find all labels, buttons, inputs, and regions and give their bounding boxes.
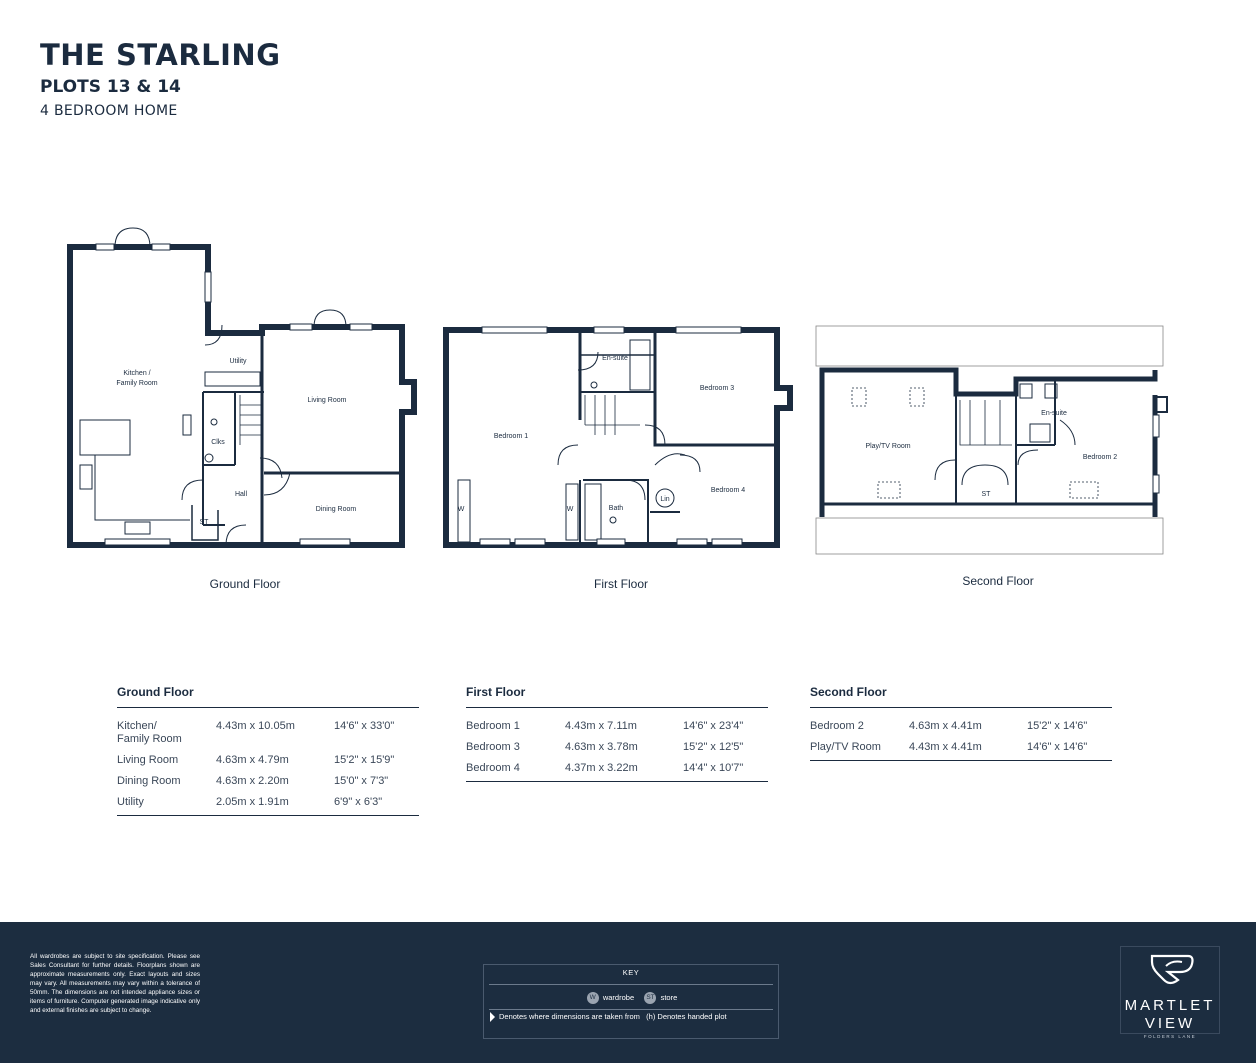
room-name: Bedroom 3 (466, 741, 520, 753)
room-name: Utility (117, 796, 144, 808)
room-bedroom4-label: Bedroom 4 (710, 487, 746, 494)
room-bedroom3-label: Bedroom 3 (699, 385, 735, 392)
room-playtv-label: Play/TV Room (865, 443, 911, 450)
metric-dim: 4.63m x 2.20m (216, 775, 289, 787)
metric-dim: 4.43m x 10.05m (216, 720, 295, 732)
room-name: Dining Room (117, 775, 181, 787)
logo-text-folders-lane: FOLDERS LANE (1143, 1034, 1197, 1039)
table-row (117, 794, 419, 815)
room-living-label: Living Room (307, 397, 347, 404)
room-name: Bedroom 2 (810, 720, 864, 732)
imperial-dim: 14'4" x 10'7" (683, 762, 744, 774)
handed-note: (h) Denotes handed plot (646, 1012, 727, 1021)
room-name: Play/TV Room (810, 741, 881, 753)
imperial-dim: 14'6" x 33'0" (334, 720, 395, 732)
room-name: Bedroom 1 (466, 720, 520, 732)
room-st2-label: ST (981, 491, 991, 498)
room-name: Kitchen/ Family Room (117, 720, 182, 745)
metric-dim: 4.63m x 3.78m (565, 741, 638, 753)
logo-text-martlet: MARTLET (1124, 997, 1216, 1014)
room-name: Living Room (117, 754, 179, 766)
key-symbols-row (484, 992, 778, 1004)
ground-floor-label: Ground Floor (209, 577, 281, 591)
schedule-bottom-rule (466, 781, 768, 782)
ground-floor-schedule (117, 685, 419, 816)
room-ensuite-label: En-suite (602, 355, 628, 362)
imperial-dim: 15'0" x 7'3" (334, 775, 389, 787)
room-kitchen-label-2: Family Room (116, 380, 158, 387)
disclaimer-text: All wardrobes are subject to site specification. Please see Sales Consultant for further details. Floorplans shown are approximate measurements only. Exact layouts and sizes may vary. All measurements may vary within a tolerance of 50mm. The dimensions are not intended appliance sizes or items of furniture. Computer generated image indicative only and external finishes are subject to change. (30, 953, 200, 1014)
store-key-text: store (660, 992, 678, 1002)
table-row (466, 718, 768, 739)
first-floor-label: First Floor (594, 577, 648, 591)
imperial-dim: 6'9" x 6'3" (334, 796, 383, 808)
schedule-bottom-rule (810, 760, 1112, 761)
home-type-label: 4 BEDROOM HOME (40, 103, 178, 119)
schedule-heading: Second Floor (810, 685, 1112, 708)
plots-label: PLOTS 13 & 14 (40, 77, 181, 97)
imperial-dim: 14'6" x 14'6" (1027, 741, 1088, 753)
table-row (466, 739, 768, 760)
schedule-heading: First Floor (466, 685, 768, 708)
room-bedroom2-label: Bedroom 2 (1082, 454, 1118, 461)
room-utility-label: Utility (229, 358, 247, 365)
room-hall-label: Hall (234, 491, 248, 498)
key-divider (489, 984, 773, 985)
key-notes-row (490, 1012, 727, 1022)
metric-dim: 4.37m x 3.22m (565, 762, 638, 774)
triangle-marker-icon (490, 1012, 495, 1022)
schedule-bottom-rule (117, 815, 419, 816)
imperial-dim: 15'2" x 12'5" (683, 741, 744, 753)
wardrobe-key-text: wardrobe (602, 992, 635, 1002)
logo-text-view: VIEW (1144, 1015, 1196, 1032)
room-bedroom1-label: Bedroom 1 (493, 433, 529, 440)
key-title: KEY (622, 968, 640, 977)
room-ensuite-2-label: En-suite (1041, 410, 1067, 417)
metric-dim: 2.05m x 1.91m (216, 796, 289, 808)
imperial-dim: 15'2" x 15'9" (334, 754, 395, 766)
metric-dim: 4.63m x 4.41m (909, 720, 982, 732)
second-floor-plan (816, 326, 1167, 554)
room-clks-label: Clks (211, 439, 225, 446)
room-bath-label: Bath (608, 505, 624, 512)
table-row (117, 773, 419, 794)
room-dining-label: Dining Room (315, 506, 357, 513)
wardrobe-2-label: W (566, 506, 574, 513)
metric-dim: 4.43m x 4.41m (909, 741, 982, 753)
wardrobe-badge-icon: W (587, 992, 599, 1004)
second-floor-label: Second Floor (962, 574, 1034, 588)
imperial-dim: 15'2" x 14'6" (1027, 720, 1088, 732)
key-divider (489, 1009, 773, 1010)
first-floor-schedule (466, 685, 768, 782)
schedule-heading: Ground Floor (117, 685, 419, 708)
wardrobe-1-label: W (457, 506, 465, 513)
development-title: THE STARLING (40, 38, 281, 72)
store-badge-icon: ST (644, 992, 656, 1004)
table-row (810, 718, 1112, 739)
room-name: Bedroom 4 (466, 762, 520, 774)
room-kitchen-label-1: Kitchen / (123, 370, 151, 377)
imperial-dim: 14'6" x 23'4" (683, 720, 744, 732)
dimensions-note: Denotes where dimensions are taken from (499, 1012, 640, 1021)
table-row (466, 760, 768, 781)
table-row (810, 739, 1112, 760)
room-st-label: ST (199, 519, 209, 526)
table-row (117, 752, 419, 773)
metric-dim: 4.63m x 4.79m (216, 754, 289, 766)
key-panel (483, 964, 779, 1039)
table-row (117, 718, 419, 752)
second-floor-schedule (810, 685, 1112, 761)
metric-dim: 4.43m x 7.11m (565, 720, 637, 732)
room-lin-label: Lin (660, 496, 670, 503)
